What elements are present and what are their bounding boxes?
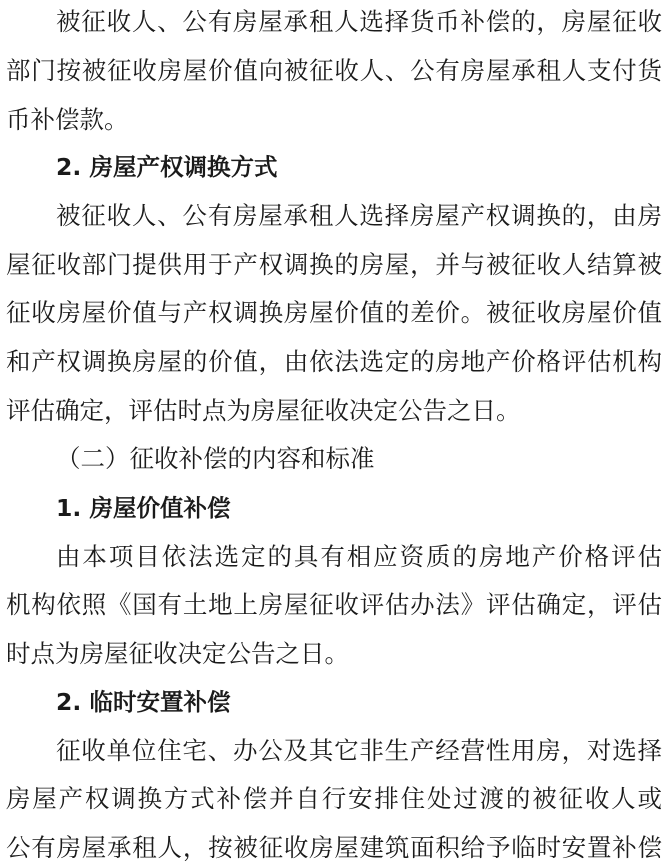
paragraph-line: 由本项目依法选定的具有相应资质的房地产价格评估 — [56, 542, 662, 571]
paragraph-line: 部门按被征收房屋价值向被征收人、公有房屋承租人支付货 — [6, 56, 662, 85]
paragraph-line: 被征收人、公有房屋承租人选择货币补偿的，房屋征收 — [56, 7, 662, 36]
paragraph-line: 房屋产权调换方式补偿并自行安排住处过渡的被征收人或 — [6, 784, 662, 813]
section-heading: 2. 临时安置补偿 — [56, 688, 231, 716]
paragraph-line: 和产权调换房屋的价值，由依法选定的房地产价格评估机构 — [6, 347, 662, 376]
paragraph-line: 被征收人、公有房屋承租人选择房屋产权调换的，由房 — [56, 201, 662, 230]
paragraph-line: 屋征收部门提供用于产权调换的房屋，并与被征收人结算被 — [6, 250, 662, 279]
section-heading: 1. 房屋价值补偿 — [56, 494, 231, 522]
paragraph-line: 币补偿款。 — [6, 105, 129, 134]
paragraph-line: 公有房屋承租人，按被征收房屋建筑面积给予临时安置补偿 — [6, 833, 662, 862]
section-heading: 2. 房屋产权调换方式 — [56, 153, 278, 181]
paragraph-line: 评估确定，评估时点为房屋征收决定公告之日。 — [6, 396, 521, 425]
paragraph-line: 征收单位住宅、办公及其它非生产经营性用房，对选择 — [56, 736, 662, 765]
paragraph-line: 时点为房屋征收决定公告之日。 — [6, 639, 349, 668]
paragraph-line: 征收房屋价值与产权调换房屋价值的差价。被征收房屋价值 — [6, 298, 662, 327]
section-heading: （二）征收补偿的内容和标准 — [56, 444, 375, 473]
paragraph-line: 机构依照《国有土地上房屋征收评估办法》评估确定，评估 — [6, 590, 662, 619]
